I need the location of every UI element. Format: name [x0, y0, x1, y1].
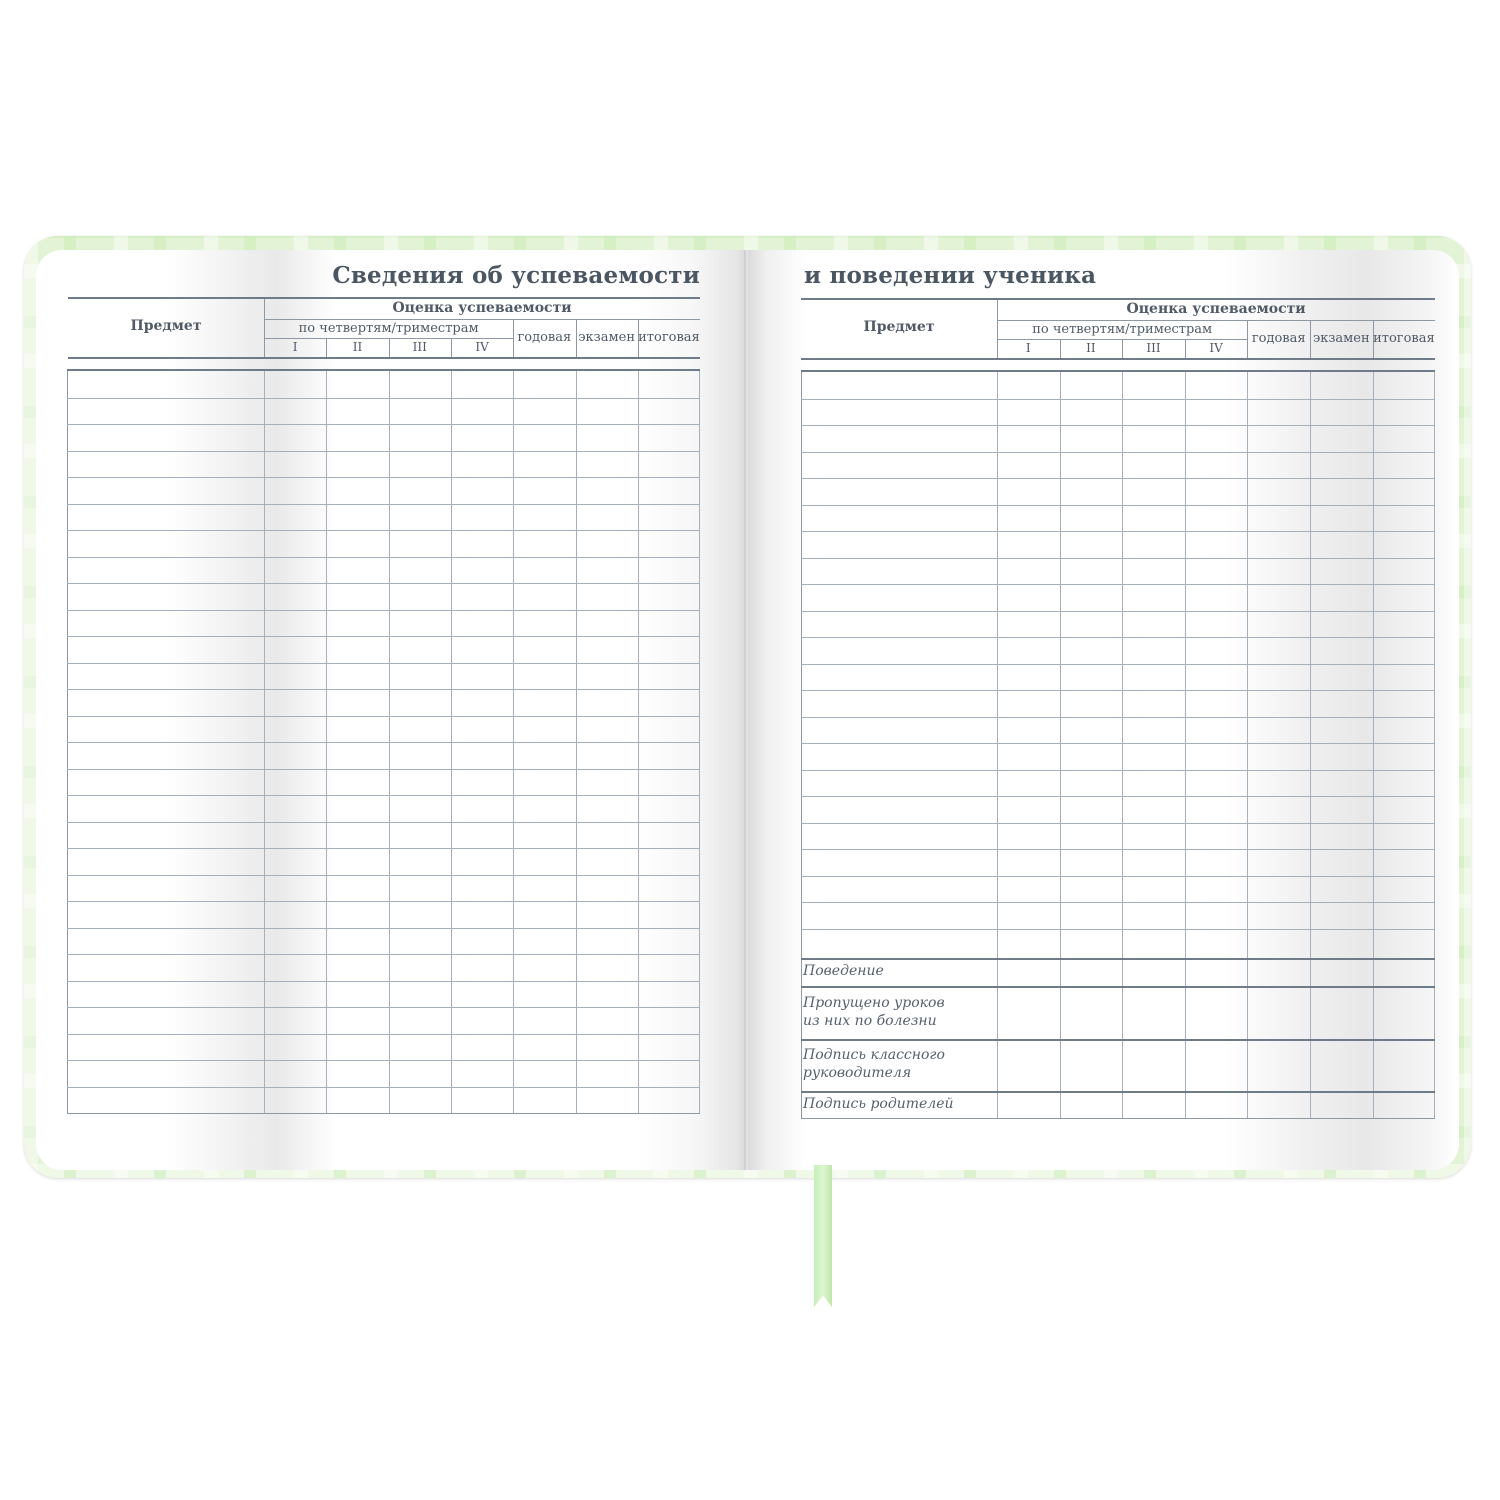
grid-row-line	[801, 849, 1435, 850]
grid-row-line	[67, 504, 700, 505]
footer-separator	[801, 1039, 1435, 1041]
teacher-signature-label	[803, 1046, 945, 1082]
grid-row-line	[801, 611, 1435, 612]
period-header-4: IV	[1209, 341, 1223, 355]
grid-row-line	[801, 505, 1435, 506]
grid-border	[801, 1118, 1435, 1119]
grid-row-line	[801, 531, 1435, 532]
bookmark-ribbon[interactable]	[814, 1165, 832, 1307]
grid-row-line	[801, 796, 1435, 797]
grid-row-line	[67, 557, 700, 558]
grid-row-line	[67, 1034, 700, 1035]
right-page-title: и поведении ученика	[804, 262, 1097, 289]
period-header-2: II	[352, 340, 363, 354]
grid-column-line	[1434, 372, 1435, 1119]
grid-row-line	[801, 876, 1435, 877]
exam-header: экзамен	[1312, 331, 1370, 346]
grid-row-line	[67, 1060, 700, 1061]
grid-row-line	[67, 636, 700, 637]
annual-header: годовая	[517, 330, 572, 345]
left-grades-grid	[67, 369, 700, 1114]
grid-column-line	[1122, 372, 1123, 1119]
grid-row-line	[801, 452, 1435, 453]
grid-row-line	[67, 716, 700, 717]
grid-row-line	[801, 584, 1435, 585]
grid-row-line	[801, 823, 1435, 824]
grid-row-line	[801, 664, 1435, 665]
notebook-spine	[744, 250, 748, 1170]
grid-column-line	[1373, 372, 1374, 1119]
period-header-1: I	[292, 340, 298, 354]
period-group-header: по четвертям/триместрам	[1032, 322, 1213, 337]
grid-row-line	[67, 424, 700, 425]
grid-column-line	[1247, 372, 1248, 1119]
grid-row-line	[67, 795, 700, 796]
grid-row-line	[801, 637, 1435, 638]
period-header-4: IV	[475, 340, 489, 354]
final-header: итоговая	[1373, 331, 1435, 346]
grid-row-line	[67, 610, 700, 611]
grid-row-line	[67, 981, 700, 982]
grid-border	[67, 1113, 700, 1114]
grade-group-header: Оценка успеваемости	[1126, 301, 1306, 317]
grid-row-line	[67, 848, 700, 849]
subject-header: Предмет	[863, 319, 935, 335]
grid-row-line	[67, 530, 700, 531]
teacher-signature-line1: Подпись классного	[803, 1047, 945, 1063]
grid-row-line	[801, 478, 1435, 479]
grid-row-line	[67, 742, 700, 743]
grid-row-line	[67, 822, 700, 823]
left-table-header	[68, 297, 700, 359]
grid-row-line	[67, 901, 700, 902]
grid-column-line	[1060, 372, 1061, 1119]
left-page-title: Сведения об успеваемости	[332, 262, 700, 289]
grid-row-line	[801, 929, 1435, 930]
grade-group-header: Оценка успеваемости	[392, 300, 572, 316]
grid-row-line	[801, 717, 1435, 718]
grid-row-line	[67, 583, 700, 584]
grid-row-line	[801, 558, 1435, 559]
grid-row-line	[67, 954, 700, 955]
missed-lessons-line2: из них по болезни	[803, 1013, 937, 1029]
final-header: итоговая	[638, 330, 700, 345]
footer-separator	[801, 986, 1435, 988]
grid-row-line	[67, 1007, 700, 1008]
footer-separator	[801, 958, 1435, 960]
grid-row-line	[67, 928, 700, 929]
period-header-3: III	[412, 340, 427, 354]
grid-row-line	[801, 690, 1435, 691]
period-header-3: III	[1146, 341, 1161, 355]
footer-separator	[801, 1091, 1435, 1093]
grid-row-line	[67, 875, 700, 876]
grid-row-line	[801, 770, 1435, 771]
grid-border	[801, 372, 802, 1119]
missed-lessons-line1: Пропущено уроков	[803, 995, 945, 1011]
subject-header: Предмет	[130, 318, 202, 334]
grid-row-line	[67, 689, 700, 690]
header-divider	[997, 320, 1435, 321]
annual-header: годовая	[1251, 331, 1306, 346]
grid-row-line	[67, 1087, 700, 1088]
missed-lessons-label	[803, 994, 945, 1030]
grid-row-line	[67, 477, 700, 478]
grid-row-line	[67, 769, 700, 770]
grid-row-line	[801, 743, 1435, 744]
period-group-header: по четвертям/триместрам	[298, 321, 479, 336]
grid-row-line	[801, 902, 1435, 903]
header-divider	[264, 319, 700, 320]
period-header-1: I	[1025, 341, 1031, 355]
grid-column-line	[1185, 372, 1186, 1119]
grid-column-line	[997, 372, 998, 1119]
grid-row-line	[67, 398, 700, 399]
behavior-label: Поведение	[803, 963, 884, 979]
right-table-header	[801, 298, 1435, 360]
teacher-signature-line2: руководителя	[803, 1065, 912, 1081]
grid-column-line	[1310, 372, 1311, 1119]
grid-row-line	[801, 399, 1435, 400]
grid-row-line	[801, 425, 1435, 426]
grid-row-line	[67, 451, 700, 452]
exam-header: экзамен	[578, 330, 635, 345]
grid-row-line	[67, 663, 700, 664]
parents-signature-label: Подпись родителей	[803, 1096, 954, 1112]
period-header-2: II	[1086, 341, 1096, 355]
